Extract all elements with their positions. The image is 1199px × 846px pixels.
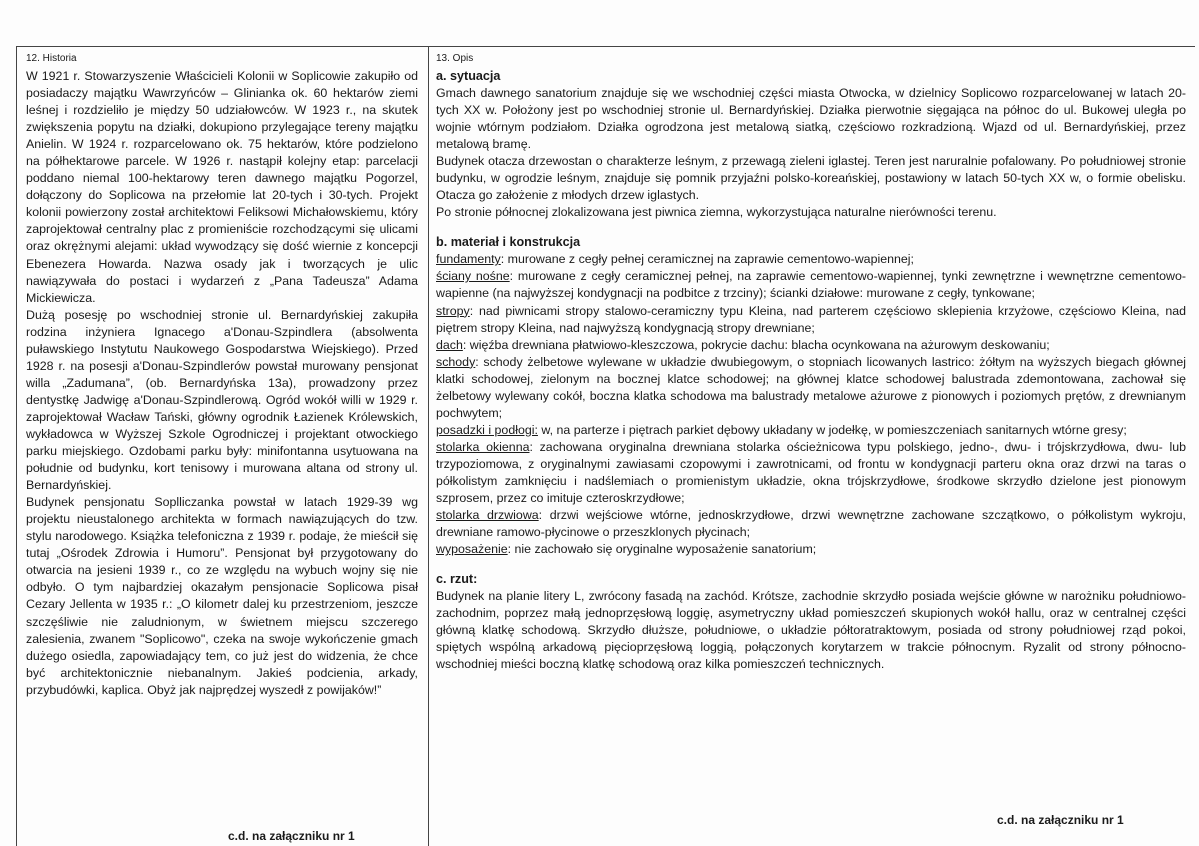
term-text: : zachowana oryginalna drewniana stolarka ościeżnicowa typu polskiego, jedno-, dwu- i trójskrzydłowa, dwu- lub trzypoziomowa, z oryginalnymi zawiasami czopowymi i zawrotnicami, od frontu w kondygnacji parteru okna oraz drzwi na taras o półkolistym zamknięciu i nadślemiach o promienistym układzie, okna trójskrzydłowe, środkowe skrzydło dzielone jest pionowym szprosem, przez co imituje czteroskrzydłowe; (436, 439, 1187, 506)
materials-item-windows (436, 439, 1186, 507)
materials-item-doors (436, 507, 1186, 541)
history-paragraph-2: Dużą posesję po wschodniej stronie ul. Bernardyńskiej zakupiła rodzina inżyniera Ignacego a'Donau-Szpindlera (absolwenta puławskiego Instytutu Naukowego Gospodarstwa Wiejskiego). Przed 1928 r. na posesji a'Donau-Szpindlerów powstał murowany pensjonat willa „Zadumana”, (ob. Bernardyńska 13a), prowadzony przez dentystkę Jadwigę a'Donau-Szpindlerową. Ogród wokół willi w 1929 r. zaprojektował Wacław Tański, główny ogrodnik Łazienek Królewskich, wykładowca w Wyższej Szkole Ogrodniczej i projektant otwockiego parku miejskiego. Ozdobami parku były: minifontanna usytuowana na południe od budynku, kort tenisowy i murowana altana od strony ul. Bernardyńskiej. (26, 307, 418, 493)
term-label: stolarka drzwiowa (436, 508, 539, 523)
materials-item-roof (436, 337, 1186, 354)
term-text: w, na parterze i piętrach parkiet dębowy układany w jodełkę, w pomieszczeniach sanitarnych wtórne gresy; (537, 422, 1127, 437)
description-section (436, 52, 1186, 673)
situation-paragraph-1: Gmach dawnego sanatorium znajduje się we wschodniej części miasta Otwocka, w dzielnicy Soplicowo rozparcelowanej w latach 20-tych XX w. Położony jest po wschodniej stronie ul. Bernardyńskiej. Działka pierwotnie sięgająca na północ do ul. Bukowej uległa po wojnie wtórnym podziałom. Działka ogrodzona jest metalową siatką, częściowo rozkradzioną. Wjazd od ul. Bernardyńskiej, przez metalową bramę. (436, 86, 1186, 152)
materials-item-floors (436, 422, 1186, 439)
history-paragraph-3: Budynek pensjonatu Soplliczanka powstał w latach 1929-39 wg projektu nieustalonego architekta w formach nawiązujących do tzw. stylu narodowego. Książka telefoniczna z 1939 r. podaje, że mieścił się tutaj „Ośrodek Zdrowia i Humoru”. Pensjonat był przygotowany do otwarcia na jesieni 1939 r., co ze względu na wybuch wojny się nie odbyło. O tym najbardziej okazałym pensjonacie Soplicowa pisał Cezary Jellenta w 1935 r.: „O kilometr dalej ku przestrzeniom, jeszcze szczęśliwie nie zaludnionym, w świetnem miejscu szczerego zalesienia, zwanem "Soplicowo", czeka na swoje wykończenie gmach dużego osiedla, zapowiadający tem, co już jest do widzenia, że chce być architektonicznie niebanalnym. Jakieś podcienia, arkady, przybudówki, kaplica. Obyż jak najprędzej wyszedł z powijaków!” (26, 495, 418, 697)
spacer (436, 221, 1186, 234)
plan-paragraph-1: Budynek na planie litery L, zwrócony fasadą na zachód. Krótsze, zachodnie skrzydło posiada wejście główne w narożniku południowo-zachodnim, poprzez małą jednoprzęsłową loggię, asymetryczny układ pomieszczeń skupionych wokół hallu, oraz w centralnej części główną klatkę schodową. Skrzydło dłuższe, południowe, o układzie półtoratraktowym, posiada od strony południowej rząd pokoi, spiętych wspólną arkadową pięcioprzęsłową loggią, połączonych korytarzem w trakcie północnym. Ryzalit od strony północno-wschodniej mieści boczną klatkę schodową oraz kilka pomieszczeń technicznych. (436, 589, 1186, 672)
term-text: : schody żelbetowe wylewane w układzie dwubiegowym, o stopniach licowanych lastrico: żółtym na wyższych biegach głównej klatki schodowej, zielonym na bocznej klatce schodowej; na głównej klatce schodowej balustrada zdemontowana, zachował się żelbetowy wylewany cokół, boczna klatka schodowa ma balustrady metalowe ażurowe z pionowych i poziomych prętów, z drewnianym pochwytem; (436, 354, 1186, 420)
column-divider (428, 46, 429, 846)
materials-item-walls (436, 268, 1186, 302)
continuation-note-right: c.d. na załączniku nr 1 (997, 813, 1124, 827)
continuation-note-left: c.d. na załączniku nr 1 (228, 829, 355, 843)
term-label: ściany nośne (436, 269, 510, 284)
term-label: fundamenty (436, 252, 501, 267)
term-text: : drzwi wejściowe wtórne, jednoskrzydłowe, drzwi wewnętrzne zachowane szczątkowo, o półkolistym wykroju, drewniane ramowo-płycinowe o przeszklonych płycinach; (436, 508, 1186, 540)
term-text: : nie zachowało się oryginalne wyposażenie sanatorium; (507, 542, 817, 557)
situation-paragraph-3: Po stronie północnej zlokalizowana jest piwnica ziemna, wykorzystująca naturalne nierówności terenu. (436, 205, 997, 220)
history-label: 12. Historia (26, 53, 77, 64)
plan-heading: c. rzut: (436, 572, 478, 587)
term-label: dach (436, 337, 463, 352)
materials-item-stairs (436, 354, 1186, 422)
term-text: : nad piwnicami stropy stalowo-ceramiczny typu Kleina, nad parterem częściowo sklepienia krzyżowe, częściowo Kleina, nad piętrem stropy Kleina, nad najwyższą kondygnacją stropy drewniane; (436, 303, 1186, 335)
term-label: stolarka okienna (436, 439, 530, 454)
description-label: 13. Opis (436, 53, 474, 64)
situation-heading: a. sytuacja (436, 69, 501, 83)
spacer (436, 558, 1186, 571)
term-label: schody (436, 354, 476, 369)
materials-item-ceilings (436, 303, 1186, 337)
term-text: : murowane z cegły pełnej ceramicznej na zaprawie cementowo-wapiennej; (500, 252, 914, 267)
materials-heading: b. materiał i konstrukcja (436, 235, 581, 250)
situation-paragraph-2: Budynek otacza drzewostan o charakterze leśnym, z przewagą zieleni iglastej. Teren jest naruralnie pofalowany. Po południowej stronie budynku, w ogrodzie leśnym, znajduje się pomnik przyjaźni polsko-koreańskiej, postawiony w latach 50-tych XX w, o formie obelisku. Otacza go założenie z młodych drzew iglastych. (436, 154, 1186, 203)
history-paragraph-1: W 1921 r. Stowarzyszenie Właścicieli Kolonii w Soplicowie zakupiło od posiadaczy majątku Wawrzyńców – Glinianka ok. 60 hektarów ziemi leśnej i rozdzieliło je między 50 udziałowców. W 1923 r., na skutek zwiększenia popytu na działki, dokupiono przylegające tereny majątku Anielin. W 1924 r. rozparcelowano ok. 75 hektarów, które podzielono na półhektarowe parcele. W 1926 r. nastąpił kolejny etap: parcelacji poddano niemal 100-hektarowy teren dawnego majątku Pogorzel, dołączony do Soplicowa na przełomie lat 20-tych i 30-tych. Projekt kolonii powierzony został architektowi Feliksowi Michałowskiemu, który zaprojektował centralny plac z promieniście rozchodzącymi się ulicami oraz okrężnymi alejami: układ wywodzący się dość wiernie z koncepcji Ebenezera Howarda. Nazwa osady jak i tworzących je ulic nawiązywała do postaci i wydarzeń z „Pana Tadeusza” Adama Mickiewicza. (26, 69, 418, 305)
term-label: posadzki i podłogi: (436, 422, 538, 437)
term-text: : więźba drewniana płatwiowo-kleszczowa, pokrycie dachu: blacha ocynkowana na ażurowym deskowaniu; (462, 337, 1050, 352)
term-label: wyposażenie (436, 542, 508, 557)
materials-item-equipment (436, 541, 1186, 558)
materials-item-foundations (436, 251, 1186, 268)
term-text: : murowane z cegły ceramicznej pełnej, na zaprawie cementowo-wapiennej, tynki zewnętrzne i wewnętrzne cementowo-wapienne (na najwyższej kondygnacji na podbitce z trzciny); ścianki działowe: murowane z cegły, tynkowane; (436, 269, 1186, 301)
term-label: stropy (436, 303, 470, 318)
history-section (26, 52, 418, 699)
